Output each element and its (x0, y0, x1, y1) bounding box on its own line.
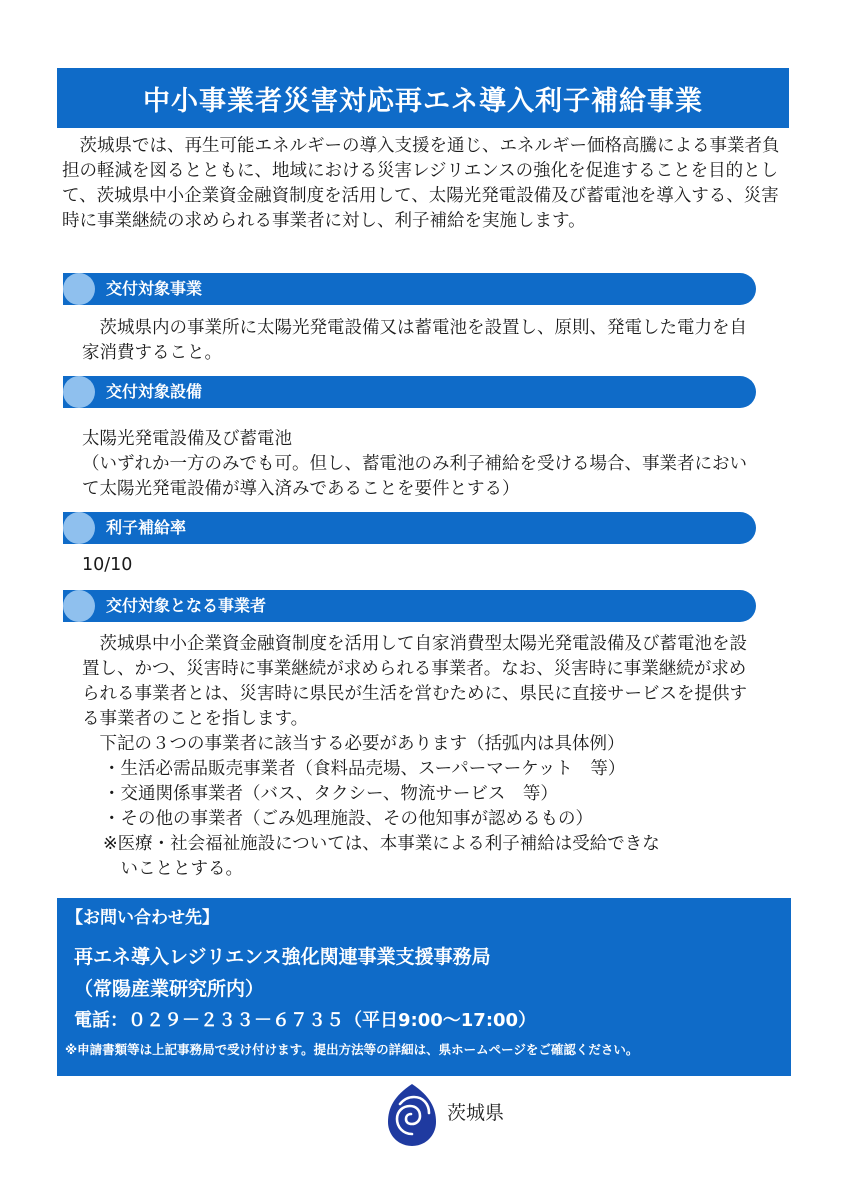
exclusion-note-continued: いこととする。 (120, 859, 243, 879)
section-heading-interest-rate (63, 512, 756, 544)
contact-organization: 再エネ導入レジリエンス強化関連事業支援事務局 (74, 946, 491, 968)
exclusion-note: ※医療・社会福祉施設については、本事業による利子補給は受給できな (103, 834, 660, 854)
bullet-circle-icon (63, 512, 95, 544)
equipment-condition: （いずれか一方のみでも可。但し、蓄電池のみ利子補給を受ける場合、事業者において太陽光発電設備が導入済みであることを要件とする） (82, 454, 747, 499)
eligible-businesses-text (82, 632, 762, 882)
section-heading-target-equipment (63, 376, 756, 408)
section-heading-target-project (63, 273, 756, 305)
contact-box (57, 898, 791, 1076)
section-heading-label: 交付対象設備 (106, 382, 203, 401)
list-item: ・その他の事業者（ごみ処理施設、その他知事が認めるもの） (103, 809, 593, 829)
section-heading-label: 交付対象となる事業者 (106, 596, 267, 615)
contact-sub-organization: （常陽産業研究所内） (74, 978, 265, 1000)
eligible-description: 茨城県中小企業資金融資制度を活用して自家消費型太陽光発電設備及び蓄電池を設置し、かつ、災害時に事業継続が求められる事業者。なお、災害時に事業継続が求められる事業者とは、災害時に県民が生活を営むために、県民に直接サービスを提供する事業者のことを指します。 (82, 634, 747, 729)
intro-paragraph: 茨城県では、再生可能エネルギーの導入支援を通じ、エネルギー価格高騰による事業者負担の軽減を図るとともに、地域における災害レジリエンスの強化を促進することを目的として、茨城県中小企業資金融資制度を活用して、太陽光発電設備及び蓄電池を導入する、災害時に事業継続の求められる事業者に対し、利子補給を実施します。 (62, 136, 780, 231)
bullet-circle-icon (63, 590, 95, 622)
equipment-line: 太陽光発電設備及び蓄電池 (82, 429, 292, 449)
section-heading-label: 交付対象事業 (106, 279, 203, 298)
prefecture-name: 茨城県 (447, 1102, 505, 1124)
bullet-circle-icon (63, 273, 95, 305)
list-item: ・生活必需品販売事業者（食料品売場、スーパーマーケット 等） (103, 759, 626, 779)
contact-note: ※申請書類等は上記事務局で受け付けます。提出方法等の詳細は、県ホームページをご確認ください。 (65, 1042, 639, 1057)
eligible-lead: 下記の３つの事業者に該当する必要があります（括弧内は具体例） (99, 734, 625, 754)
contact-phone: 電話：０２９－２３３－６７３５（平日9:00～17:00） (74, 1010, 537, 1031)
list-item: ・交通関係事業者（バス、タクシー、物流サービス 等） (103, 784, 558, 804)
bullet-circle-icon (63, 376, 95, 408)
section-heading-label: 利子補給率 (106, 518, 187, 537)
ibaraki-prefecture-emblem-icon (386, 1082, 438, 1148)
target-project-text: 茨城県内の事業所に太陽光発電設備又は蓄電池を設置し、原則、発電した電力を自家消費すること。 (82, 318, 747, 363)
target-equipment-text (82, 427, 762, 502)
contact-heading: 【お問い合わせ先】 (66, 908, 219, 928)
section-heading-eligible-businesses (63, 590, 756, 622)
page-title: 中小事業者災害対応再エネ導入利子補給事業 (57, 68, 789, 128)
interest-rate-value: 10/10 (82, 555, 133, 575)
